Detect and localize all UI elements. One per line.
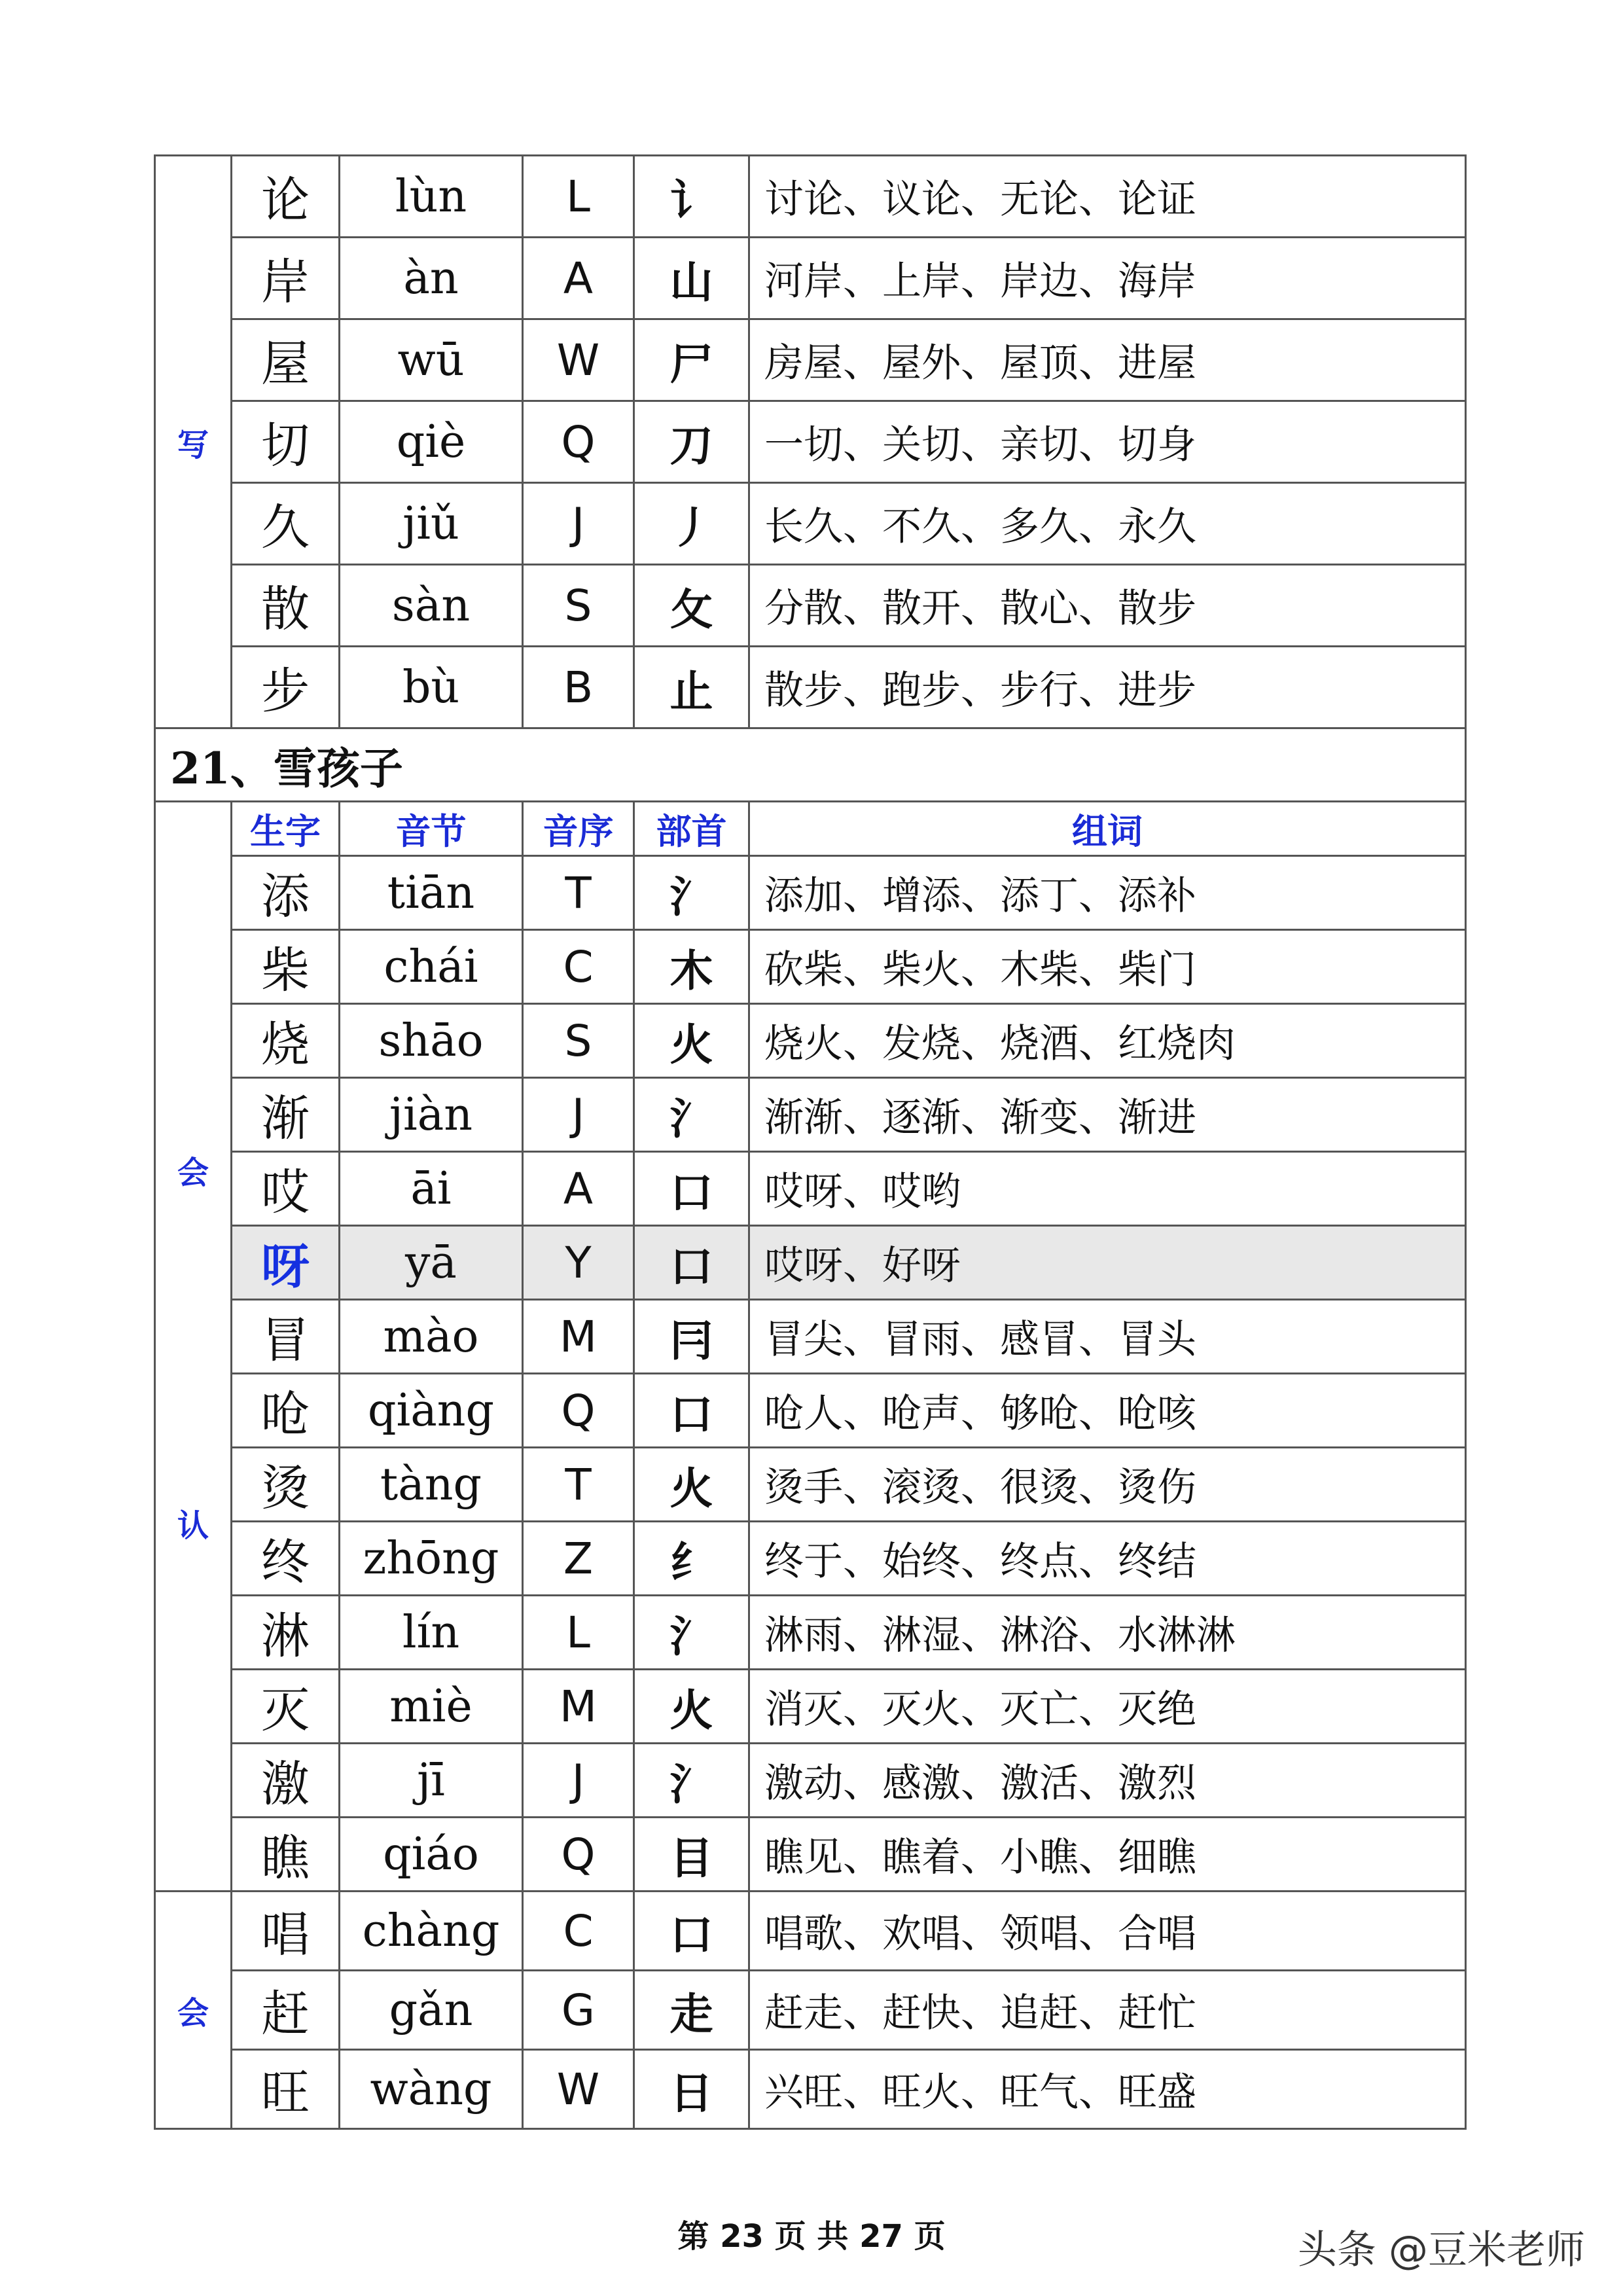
words-cell: 唱歌、欢唱、领唱、合唱 bbox=[749, 1892, 1466, 1971]
radical-cell: 氵 bbox=[634, 1078, 749, 1152]
header-col1: 生字 bbox=[232, 802, 340, 856]
character-cell: 灭 bbox=[232, 1670, 340, 1744]
character-cell: 切 bbox=[232, 401, 340, 483]
table-row bbox=[155, 1670, 1466, 1744]
table-row bbox=[155, 1374, 1466, 1448]
radical-cell: 日 bbox=[634, 2050, 749, 2129]
pinyin-cell: gǎn bbox=[340, 1971, 523, 2050]
words-cell: 一切、关切、亲切、切身 bbox=[749, 401, 1466, 483]
table-row bbox=[155, 156, 1466, 238]
words-cell: 长久、不久、多久、永久 bbox=[749, 483, 1466, 565]
pinyin-cell: qiàng bbox=[340, 1374, 523, 1448]
radical-cell: 木 bbox=[634, 930, 749, 1004]
radical-cell: 火 bbox=[634, 1670, 749, 1744]
radical-cell: 山 bbox=[634, 238, 749, 319]
header-col2: 音节 bbox=[340, 802, 523, 856]
words-cell: 哎呀、好呀 bbox=[749, 1226, 1466, 1300]
character-cell: 渐 bbox=[232, 1078, 340, 1152]
header-col5: 组词 bbox=[749, 802, 1466, 856]
initial-letter-cell: Z bbox=[523, 1522, 634, 1596]
initial-letter-cell: A bbox=[523, 238, 634, 319]
vocabulary-table bbox=[154, 154, 1467, 2130]
radical-cell: 尸 bbox=[634, 319, 749, 401]
category-label-cell bbox=[155, 802, 232, 1892]
pinyin-cell: àn bbox=[340, 238, 523, 319]
category-label-recognize: 认 bbox=[177, 1507, 209, 1544]
table-row bbox=[155, 930, 1466, 1004]
pinyin-cell: lùn bbox=[340, 156, 523, 238]
table-row bbox=[155, 1818, 1466, 1892]
initial-letter-cell: Y bbox=[523, 1226, 634, 1300]
radical-cell: 走 bbox=[634, 1971, 749, 2050]
pinyin-cell: chái bbox=[340, 930, 523, 1004]
pinyin-cell: yā bbox=[340, 1226, 523, 1300]
character-cell: 激 bbox=[232, 1744, 340, 1818]
lesson-title-row bbox=[155, 728, 1466, 802]
words-cell: 淋雨、淋湿、淋浴、水淋淋 bbox=[749, 1596, 1466, 1670]
character-cell: 唱 bbox=[232, 1892, 340, 1971]
words-cell: 消灭、灭火、灭亡、灭绝 bbox=[749, 1670, 1466, 1744]
initial-letter-cell: Q bbox=[523, 1818, 634, 1892]
words-cell: 烫手、滚烫、很烫、烫伤 bbox=[749, 1448, 1466, 1522]
pinyin-cell: chàng bbox=[340, 1892, 523, 1971]
table-row bbox=[155, 647, 1466, 728]
pinyin-cell: lín bbox=[340, 1596, 523, 1670]
pinyin-cell: tàng bbox=[340, 1448, 523, 1522]
pinyin-cell: jī bbox=[340, 1744, 523, 1818]
table-row bbox=[155, 1596, 1466, 1670]
radical-cell: 冃 bbox=[634, 1300, 749, 1374]
initial-letter-cell: Q bbox=[523, 401, 634, 483]
table-row bbox=[155, 483, 1466, 565]
radical-cell: 目 bbox=[634, 1818, 749, 1892]
radical-cell: 氵 bbox=[634, 1596, 749, 1670]
table-row bbox=[155, 319, 1466, 401]
words-cell: 讨论、议论、无论、论证 bbox=[749, 156, 1466, 238]
pinyin-cell: wàng bbox=[340, 2050, 523, 2129]
words-cell: 烧火、发烧、烧酒、红烧肉 bbox=[749, 1004, 1466, 1078]
initial-letter-cell: M bbox=[523, 1300, 634, 1374]
table-row bbox=[155, 856, 1466, 930]
character-cell: 论 bbox=[232, 156, 340, 238]
initial-letter-cell: G bbox=[523, 1971, 634, 2050]
category-label-can: 会 bbox=[177, 1155, 209, 1191]
character-cell: 久 bbox=[232, 483, 340, 565]
initial-letter-cell: J bbox=[523, 1078, 634, 1152]
radical-cell: 口 bbox=[634, 1226, 749, 1300]
radical-cell: 口 bbox=[634, 1892, 749, 1971]
character-cell: 瞧 bbox=[232, 1818, 340, 1892]
radical-cell: 刀 bbox=[634, 401, 749, 483]
words-cell: 散步、跑步、步行、进步 bbox=[749, 647, 1466, 728]
words-cell: 分散、散开、散心、散步 bbox=[749, 565, 1466, 647]
pinyin-cell: shāo bbox=[340, 1004, 523, 1078]
character-cell: 呛 bbox=[232, 1374, 340, 1448]
pinyin-cell: wū bbox=[340, 319, 523, 401]
words-cell: 瞧见、瞧着、小瞧、细瞧 bbox=[749, 1818, 1466, 1892]
radical-cell: 氵 bbox=[634, 1744, 749, 1818]
character-cell: 哎 bbox=[232, 1152, 340, 1226]
initial-letter-cell: J bbox=[523, 483, 634, 565]
table-row bbox=[155, 401, 1466, 483]
category-label-cell bbox=[155, 1892, 232, 2129]
pinyin-cell: jiàn bbox=[340, 1078, 523, 1152]
radical-cell: 口 bbox=[634, 1374, 749, 1448]
character-cell: 呀 bbox=[232, 1226, 340, 1300]
radical-cell: 纟 bbox=[634, 1522, 749, 1596]
table-row bbox=[155, 1448, 1466, 1522]
character-cell: 淋 bbox=[232, 1596, 340, 1670]
initial-letter-cell: C bbox=[523, 930, 634, 1004]
pinyin-cell: bù bbox=[340, 647, 523, 728]
watermark: 头条 @豆米老师 bbox=[1297, 2227, 1585, 2273]
radical-cell: 攵 bbox=[634, 565, 749, 647]
pinyin-cell: zhōng bbox=[340, 1522, 523, 1596]
table-row bbox=[155, 1004, 1466, 1078]
initial-letter-cell: W bbox=[523, 2050, 634, 2129]
table-row bbox=[155, 1971, 1466, 2050]
radical-cell: 氵 bbox=[634, 856, 749, 930]
header-col3: 音序 bbox=[523, 802, 634, 856]
character-cell: 步 bbox=[232, 647, 340, 728]
initial-letter-cell: W bbox=[523, 319, 634, 401]
initial-letter-cell: T bbox=[523, 856, 634, 930]
words-cell: 河岸、上岸、岸边、海岸 bbox=[749, 238, 1466, 319]
words-cell: 呛人、呛声、够呛、呛咳 bbox=[749, 1374, 1466, 1448]
character-cell: 赶 bbox=[232, 1971, 340, 2050]
initial-letter-cell: L bbox=[523, 1596, 634, 1670]
radical-cell: 火 bbox=[634, 1004, 749, 1078]
character-cell: 屋 bbox=[232, 319, 340, 401]
words-cell: 砍柴、柴火、木柴、柴门 bbox=[749, 930, 1466, 1004]
character-cell: 烫 bbox=[232, 1448, 340, 1522]
initial-letter-cell: C bbox=[523, 1892, 634, 1971]
pinyin-cell: jiǔ bbox=[340, 483, 523, 565]
words-cell: 渐渐、逐渐、渐变、渐进 bbox=[749, 1078, 1466, 1152]
table-row bbox=[155, 1892, 1466, 1971]
category-label-cell bbox=[155, 156, 232, 728]
initial-letter-cell: J bbox=[523, 1744, 634, 1818]
pinyin-cell: āi bbox=[340, 1152, 523, 1226]
table-row bbox=[155, 1152, 1466, 1226]
words-cell: 冒尖、冒雨、感冒、冒头 bbox=[749, 1300, 1466, 1374]
table-row bbox=[155, 565, 1466, 647]
words-cell: 添加、增添、添丁、添补 bbox=[749, 856, 1466, 930]
pinyin-cell: miè bbox=[340, 1670, 523, 1744]
character-cell: 柴 bbox=[232, 930, 340, 1004]
pinyin-cell: sàn bbox=[340, 565, 523, 647]
words-cell: 激动、感激、激活、激烈 bbox=[749, 1744, 1466, 1818]
category-label-write: 写 bbox=[177, 426, 209, 463]
character-cell: 添 bbox=[232, 856, 340, 930]
character-cell: 岸 bbox=[232, 238, 340, 319]
character-cell: 冒 bbox=[232, 1300, 340, 1374]
table-row bbox=[155, 1078, 1466, 1152]
initial-letter-cell: B bbox=[523, 647, 634, 728]
initial-letter-cell: S bbox=[523, 1004, 634, 1078]
character-cell: 烧 bbox=[232, 1004, 340, 1078]
page-footer: 第 23 页 共 27 页 bbox=[677, 2218, 946, 2255]
pinyin-cell: qiáo bbox=[340, 1818, 523, 1892]
words-cell: 房屋、屋外、屋顶、进屋 bbox=[749, 319, 1466, 401]
words-cell: 兴旺、旺火、旺气、旺盛 bbox=[749, 2050, 1466, 2129]
character-cell: 散 bbox=[232, 565, 340, 647]
pinyin-cell: qiè bbox=[340, 401, 523, 483]
pinyin-cell: mào bbox=[340, 1300, 523, 1374]
character-cell: 终 bbox=[232, 1522, 340, 1596]
table-row bbox=[155, 1300, 1466, 1374]
words-cell: 终于、始终、终点、终结 bbox=[749, 1522, 1466, 1596]
initial-letter-cell: T bbox=[523, 1448, 634, 1522]
table-row bbox=[155, 1226, 1466, 1300]
table-row bbox=[155, 238, 1466, 319]
radical-cell: 讠 bbox=[634, 156, 749, 238]
pinyin-cell: tiān bbox=[340, 856, 523, 930]
words-cell: 赶走、赶快、追赶、赶忙 bbox=[749, 1971, 1466, 2050]
radical-cell: 丿 bbox=[634, 483, 749, 565]
character-cell: 旺 bbox=[232, 2050, 340, 2129]
table-row bbox=[155, 2050, 1466, 2129]
category-label-can-bottom: 会 bbox=[177, 1994, 209, 2032]
words-cell: 哎呀、哎哟 bbox=[749, 1152, 1466, 1226]
header-row bbox=[155, 802, 1466, 856]
initial-letter-cell: A bbox=[523, 1152, 634, 1226]
lesson-title: 21、雪孩子 bbox=[155, 728, 1466, 802]
table-row bbox=[155, 1744, 1466, 1818]
radical-cell: 口 bbox=[634, 1152, 749, 1226]
initial-letter-cell: Q bbox=[523, 1374, 634, 1448]
initial-letter-cell: M bbox=[523, 1670, 634, 1744]
radical-cell: 火 bbox=[634, 1448, 749, 1522]
table-row bbox=[155, 1522, 1466, 1596]
radical-cell: 止 bbox=[634, 647, 749, 728]
initial-letter-cell: S bbox=[523, 565, 634, 647]
header-col4: 部首 bbox=[634, 802, 749, 856]
initial-letter-cell: L bbox=[523, 156, 634, 238]
